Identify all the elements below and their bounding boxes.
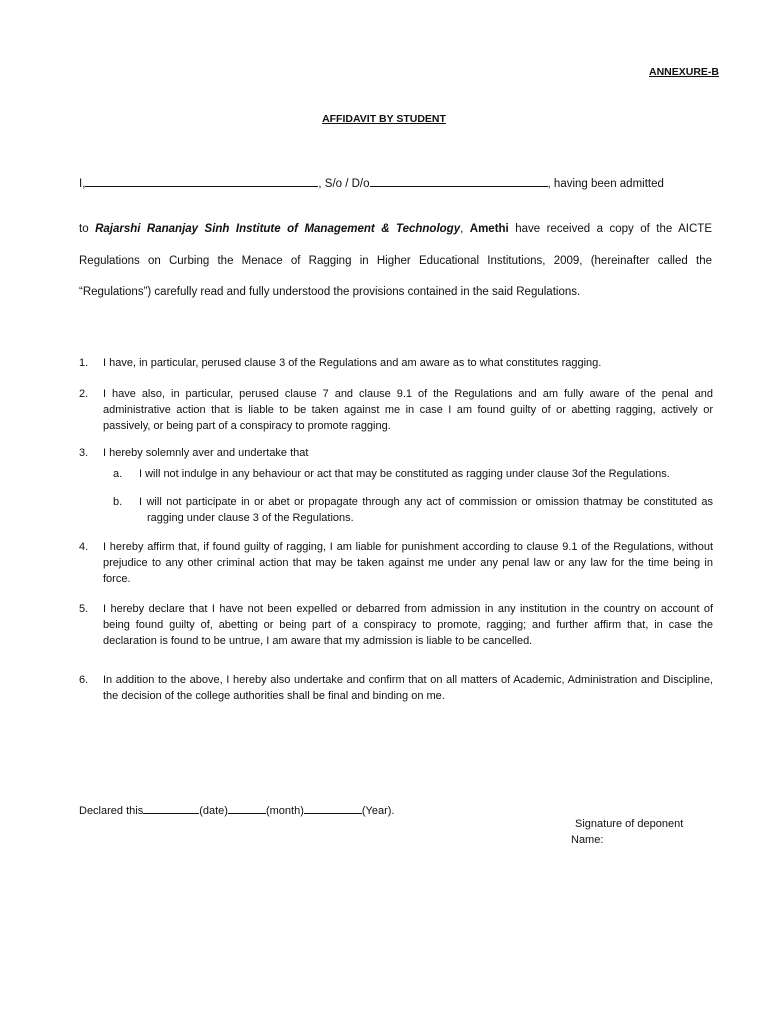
so-do-label: , S/o / D/o: [318, 178, 370, 190]
i-prefix: I,: [79, 178, 86, 190]
declared-label: Declared this: [79, 805, 144, 817]
sub-text: I will not participate in or abet or propagate through any act of commission or omission thatmay be constituted as ragging under clause 3 of the Regulations.: [139, 496, 713, 524]
sub-letter: a.: [113, 468, 123, 480]
signature-label: Signature of deponent: [575, 818, 684, 830]
list-item: [79, 355, 713, 371]
item-text: I have, in particular, perused clause 3 of the Regulations and am aware as to what constitutes ragging.: [103, 357, 602, 369]
item-number: 2.: [79, 388, 89, 400]
item-number: 6.: [79, 674, 89, 686]
declaration-line: [79, 802, 394, 817]
clause-list: [79, 355, 713, 704]
year-blank[interactable]: [304, 802, 362, 814]
list-item: [79, 539, 713, 587]
date-blank[interactable]: [143, 802, 199, 814]
month-label: (month): [265, 805, 304, 817]
list-item: [79, 601, 713, 649]
intro-rest: have received a copy of the AICTE Regulations on Curbing the Menace of Ragging in Higher Educational Institutions, 2009, (hereinafter called the “Regulations”) carefully read and fully understood the provisions contained in the said Regulations.: [79, 223, 712, 298]
item-text: I hereby affirm that, if found guilty of ragging, I am liable for punishment according to clause 9.1 of the Regulations, without prejudice to any other criminal action that may be taken against me under any penal law or any law for the time being in force.: [103, 541, 713, 585]
list-item: [79, 386, 713, 434]
intro-paragraph: [79, 214, 712, 309]
item-text: I hereby declare that I have not been expelled or debarred from admission in any institution in the country on account of being found guilty of, abetting or being part of a conspiracy to promote, ragging; and further affirm that, in case the declaration is found to be untrue, I am aware that my admission is liable to be cancelled.: [103, 603, 713, 647]
institute-name: Rajarshi Rananjay Sinh Institute of Management & Technology: [95, 223, 461, 235]
item-number: 4.: [79, 541, 89, 553]
list-item: [79, 445, 713, 461]
annexure-label: ANNEXURE-B: [648, 66, 719, 78]
item-number: 1.: [79, 357, 89, 369]
sub-text: I will not indulge in any behaviour or act that may be constituted as ragging under clause 3of the Regulations.: [139, 468, 670, 480]
item-text: I hereby solemnly aver and undertake that: [103, 447, 309, 459]
year-label: (Year).: [361, 805, 395, 817]
month-blank[interactable]: [228, 802, 266, 814]
city-name: Amethi: [469, 223, 509, 235]
sub-item: [79, 494, 713, 526]
sub-letter: b.: [113, 496, 123, 508]
item-text: I have also, in particular, perused clause 7 and clause 9.1 of the Regulations and am fully aware of the penal and administrative action that is liable to be taken against me in case I am found guilty of or abetting ragging, actively or passively, or being part of a conspiracy to promote ragging.: [103, 388, 713, 432]
item-number: 3.: [79, 447, 89, 459]
sub-item: [79, 466, 713, 482]
admitted-label: , having been admitted: [547, 178, 664, 190]
item-number: 5.: [79, 603, 89, 615]
intro-section: [79, 175, 712, 309]
page-title: AFFIDAVIT BY STUDENT: [322, 113, 446, 125]
list-item: [79, 672, 713, 704]
parent-name-blank[interactable]: [370, 175, 548, 187]
deponent-name-label: Name:: [571, 834, 604, 846]
to-text: to: [79, 223, 96, 235]
item-text: In addition to the above, I hereby also undertake and confirm that on all matters of Academic, Administration and Discipline, the decision of the college authorities shall be final and binding on me.: [103, 674, 713, 702]
name-line: [79, 175, 712, 191]
student-name-blank[interactable]: [85, 175, 318, 187]
comma-text: ,: [460, 223, 470, 235]
date-label: (date): [199, 805, 228, 817]
